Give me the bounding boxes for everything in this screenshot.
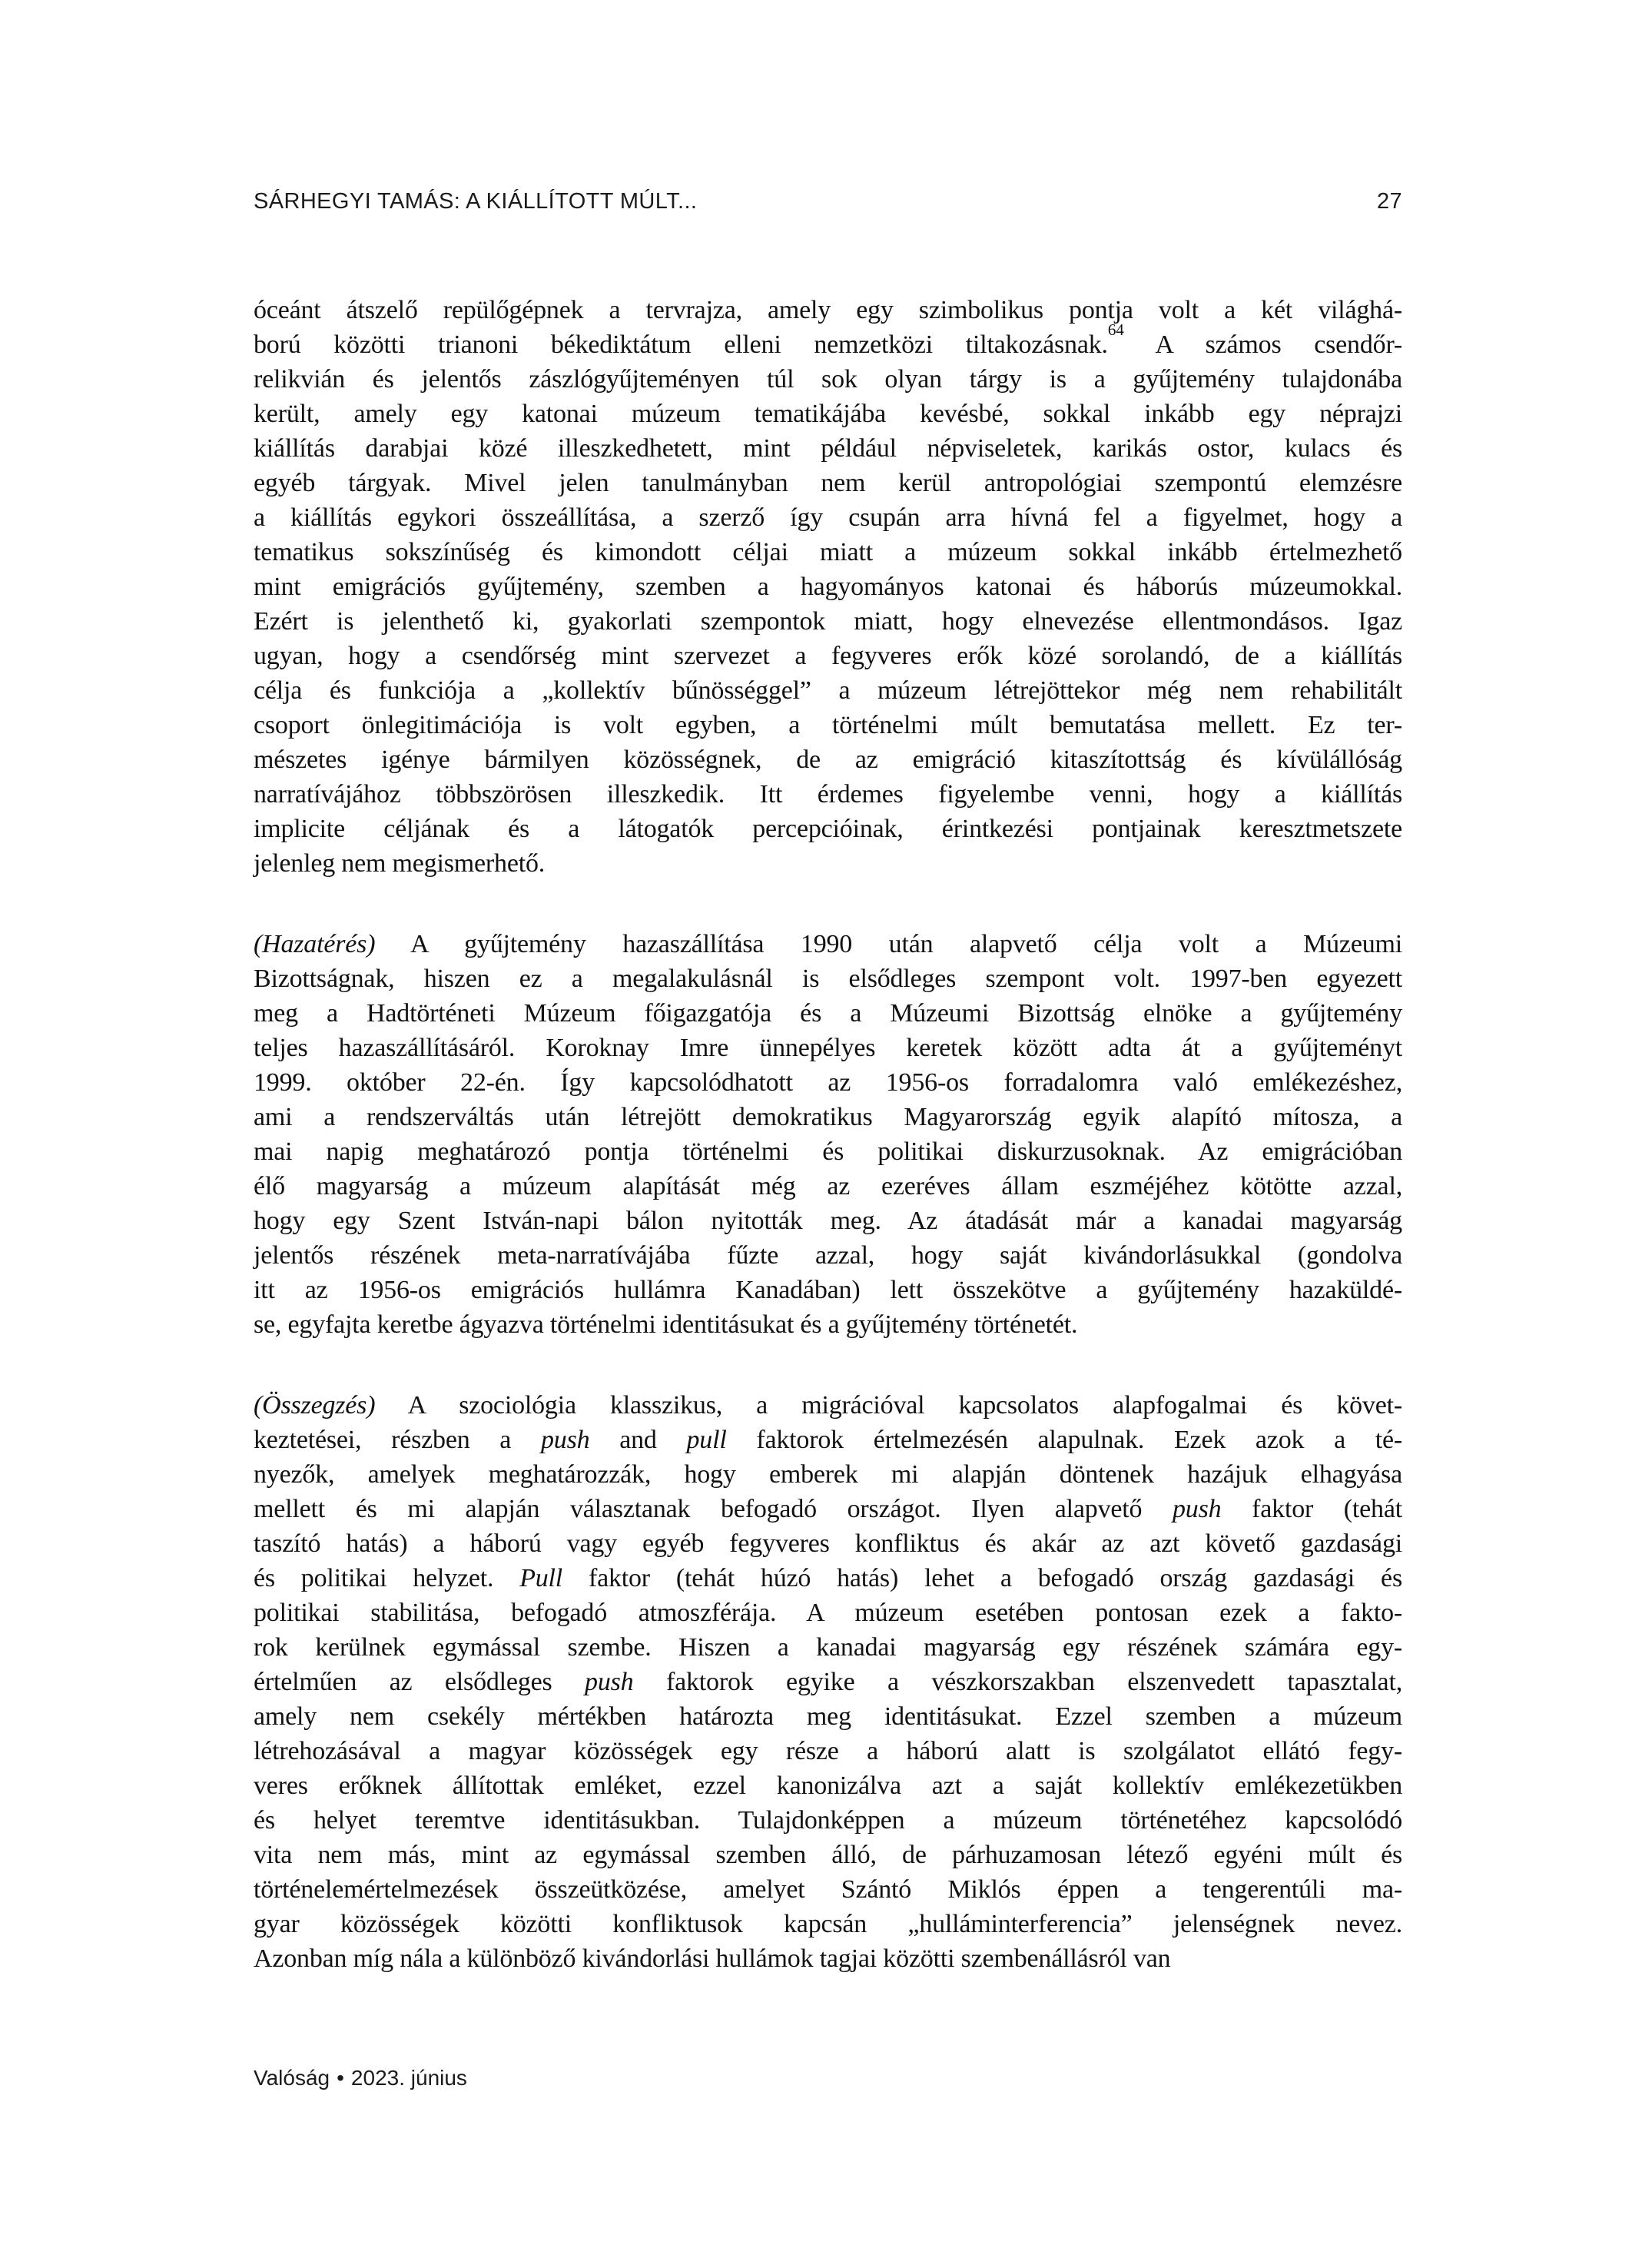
text-line: mészetes igénye bármilyen közösségnek, de az emigráció kitaszítottság és kívülállóság [254,745,1402,774]
text-line: óceánt átszelő repülőgépnek a tervrajza, amely egy szimbolikus pontja volt a két világhá- [254,296,1402,324]
journal-name: Valóság [254,2066,330,2090]
italic-text: push [1173,1495,1222,1523]
page-header [254,189,1402,214]
text-line: a kiállítás egykori összeállítása, a szerző így csupán arra hívná fel a figyelmet, hogy a [254,503,1402,532]
text-line: se, egyfajta keretbe ágyazva történelmi identitásukat és a gyűjtemény történetét. [254,1310,1078,1339]
text-line: mai napig meghatározó pontja történelmi és politikai diskurzusoknak. Az emigrációban [254,1137,1402,1166]
text-line: implicite céljának és a látogatók percepcióinak, érintkezési pontjainak keresztmetszete [254,815,1402,843]
footnote-reference: 64 [1107,320,1124,340]
text-line: tematikus sokszínűség és kimondott céljai miatt a múzeum sokkal inkább értelmezhető [254,538,1402,566]
text-line: Ezért is jelenthető ki, gyakorlati szempontok miatt, hogy elnevezése ellentmondásos. Igaz [254,607,1402,636]
text-line: gyar közösségek közötti konfliktusok kapcsán „hulláminterferencia” jelenségnek nevez. [254,1910,1402,1938]
text-line: és politikai helyzet. Pull faktor (tehát húzó hatás) lehet a befogadó ország gazdasági és [254,1564,1402,1592]
text-line: mellett és mi alapján választanak befogadó országot. Ilyen alapvető push faktor (tehát [254,1495,1402,1523]
text-line: keztetései, részben a push and pull faktorok értelmezésén alapulnak. Ezek azok a té- [254,1426,1402,1454]
running-title: SÁRHEGYI TAMÁS: A KIÁLLÍTOTT MÚLT... [254,189,698,214]
text-line: mint emigrációs gyűjtemény, szemben a hagyományos katonai és háborús múzeumokkal. [254,573,1402,601]
text-line: ború közötti trianoni békediktátum elleni nemzetközi tiltakozásnak.$^{64}$ A számos csendőr- [254,320,1403,359]
italic-text: Pull [519,1564,563,1592]
text-line: Azonban míg nála a különböző kivándorlási hullámok tagjai közötti szembenállásról van [254,1944,1171,1973]
text-line: létrehozásával a magyar közösségek egy része a háború alatt is szolgálatot ellátó fegy- [254,1737,1402,1765]
text-line: amely nem csekély mértékben határozta meg identitásukat. Ezzel szemben a múzeum [254,1702,1402,1731]
text-line: célja és funkciója a „kollektív bűnösséggel” a múzeum létrejöttekor még nem rehabilitált [254,676,1402,705]
italic-text: push [585,1668,634,1696]
text-line: teljes hazaszállításáról. Koroknay Imre ünnepélyes keretek között adta át a gyűjteményt [254,1034,1402,1062]
issue-date: 2023. június [350,2066,467,2090]
text-line: történelemértelmezések összeütközése, amelyet Szántó Miklós éppen a tengerentúli ma- [254,1875,1402,1904]
bullet-separator: • [337,2066,344,2090]
text-line: narratívájához többszörösen illeszkedik. Itt érdemes figyelembe venni, hogy a kiállítás [254,780,1402,809]
text-line: jelentős részének meta-narratívájába fűzte azzal, hogy saját kivándorlásukkal (gondolva [254,1241,1402,1270]
text-line: itt az 1956-os emigrációs hullámra Kanadában) lett összekötve a gyűjtemény hazaküldé- [254,1276,1402,1304]
text-line: és helyet teremtve identitásukban. Tulajdonképpen a múzeum történetéhez kapcsolódó [254,1806,1402,1835]
text-line: egyéb tárgyak. Mivel jelen tanulmányban nem kerül antropológiai szempontú elemzésre [254,469,1402,497]
text-line: vita nem más, mint az egymással szemben álló, de párhuzamosan létező egyéni múlt és [254,1841,1402,1869]
text-line: csoport önlegitimációja is volt egyben, a történelmi múlt bemutatása mellett. Ez ter- [254,711,1402,739]
page-footer [254,2066,467,2090]
paragraph [254,293,1402,881]
text-line: (Összegzés) A szociológia klasszikus, a migrációval kapcsolatos alapfogalmai és követ- [254,1391,1402,1420]
text-line: élő magyarság a múzeum alapítását még az ezeréves állam eszméjéhez kötötte azzal, [254,1172,1402,1200]
text-line: jelenleg nem megismerhető. [254,849,546,878]
italic-text: (Összegzés) [254,1391,376,1420]
paragraph [254,1388,1402,1976]
text-line: (Hazatérés) A gyűjtemény hazaszállítása 1990 után alapvető célja volt a Múzeumi [254,930,1402,958]
text-line: került, amely egy katonai múzeum tematikájába kevésbé, sokkal inkább egy néprajzi [254,400,1402,428]
text-line: 1999. október 22-én. Így kapcsolódhatott az 1956-os forradalomra való emlékezéshez, [254,1068,1402,1097]
article-body [254,293,1402,1976]
text-line: ugyan, hogy a csendőrség mint szervezet a fegyveres erők közé sorolandó, de a kiállítás [254,642,1402,670]
text-line: értelműen az elsődleges push faktorok egyike a vészkorszakban elszenvedett tapasztalat, [254,1668,1402,1696]
text-line: kiállítás darabjai közé illeszkedhetett, mint például népviseletek, karikás ostor, kulacs és [254,434,1402,463]
text-line: nyezők, amelyek meghatározzák, hogy emberek mi alapján döntenek hazájuk elhagyása [254,1460,1402,1489]
text-line: Bizottságnak, hiszen ez a megalakulásnál is elsődleges szempont volt. 1997-ben egyezett [254,965,1402,993]
text-line: relikvián és jelentős zászlógyűjteményen túl sok olyan tárgy is a gyűjtemény tulajdonába [254,365,1402,393]
text-line: hogy egy Szent István-napi bálon nyitották meg. Az átadását már a kanadai magyarság [254,1207,1402,1235]
italic-text: push [540,1426,590,1454]
text-line: veres erőknek állítottak emléket, ezzel kanonizálva azt a saját kollektív emlékezetükben [254,1772,1402,1800]
text-line: rok kerülnek egymással szembe. Hiszen a kanadai magyarság egy részének számára egy- [254,1633,1402,1662]
italic-text: pull [686,1426,727,1454]
text-line: ami a rendszerváltás után létrejött demokratikus Magyarország egyik alapító mítosza, a [254,1103,1402,1131]
page-number: 27 [1376,189,1402,214]
italic-text: (Hazatérés) [254,930,376,958]
text-line: meg a Hadtörténeti Múzeum főigazgatója és a Múzeumi Bizottság elnöke a gyűjtemény [254,999,1402,1028]
text-line: politikai stabilitása, befogadó atmoszférája. A múzeum esetében pontosan ezek a fakto- [254,1599,1402,1627]
paragraph [254,927,1402,1342]
text-line: taszító hatás) a háború vagy egyéb fegyveres konfliktus és akár az azt követő gazdasági [254,1529,1402,1558]
